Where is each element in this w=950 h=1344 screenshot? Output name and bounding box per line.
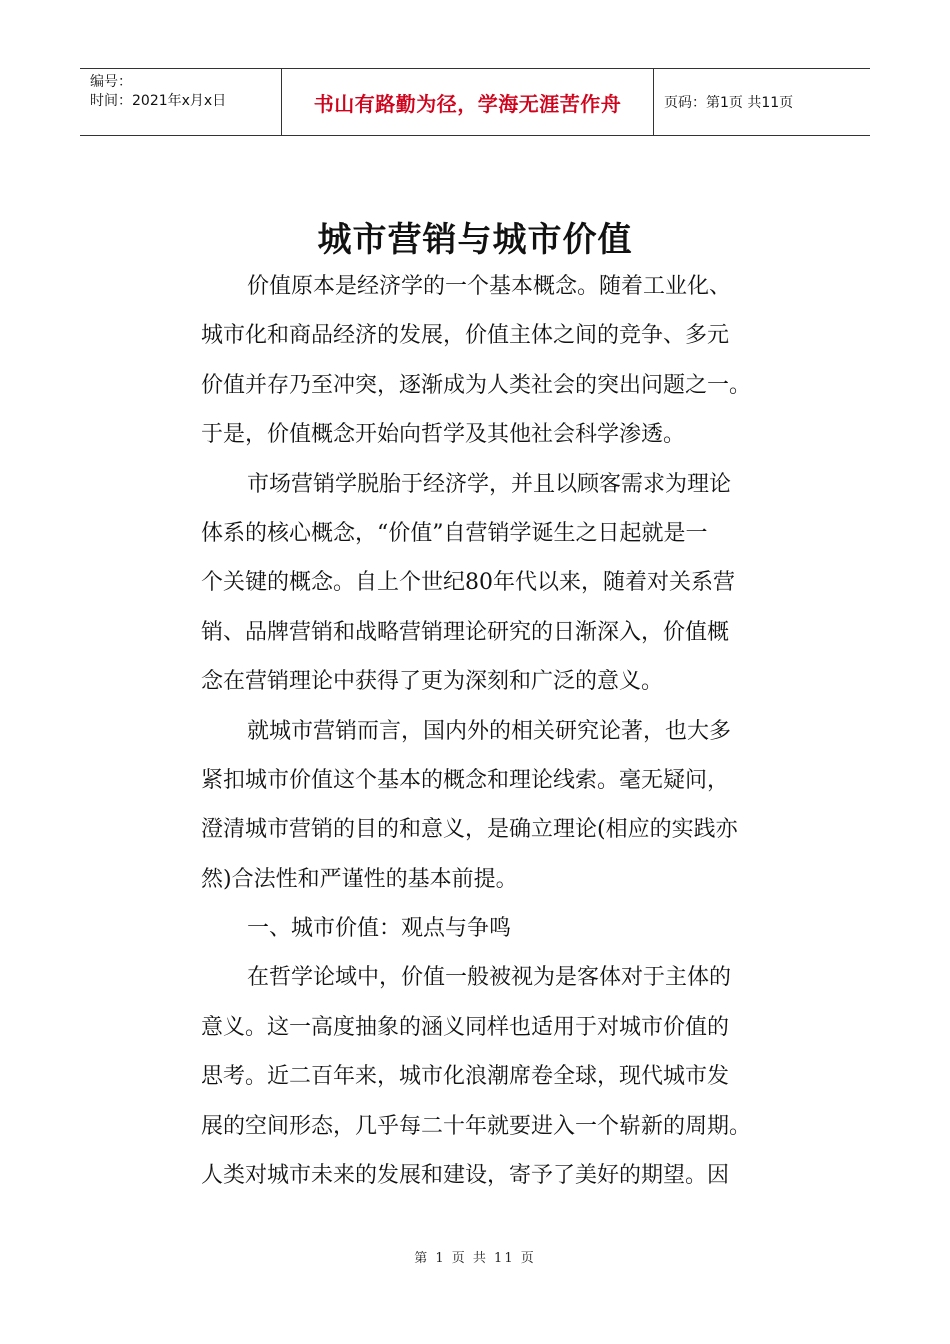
body-line: 个关键的概念。自上个世纪80年代以来，随着对关系营 — [201, 570, 735, 596]
document-time-label: 时间：2021年x月x日 — [90, 93, 227, 109]
body-line: 市场营销学脱胎于经济学，并且以顾客需求为理论 — [247, 471, 732, 497]
body-line: 就城市营销而言，国内外的相关研究论著，也大多 — [247, 718, 732, 744]
body-line: 人类对城市未来的发展和建设，寄予了美好的期望。因 — [201, 1163, 730, 1189]
body-line: 于是，价值概念开始向哲学及其他社会科学渗透。 — [201, 422, 686, 448]
section-heading: 一、城市价值：观点与争鸣 — [247, 916, 512, 942]
body-line: 展的空间形态，几乎每二十年就要进入一个崭新的周期。 — [201, 1113, 752, 1139]
body-line: 销、品牌营销和战略营销理论研究的日渐深入，价值概 — [201, 619, 730, 645]
body-line: 思考。近二百年来，城市化浪潮席卷全球，现代城市发 — [201, 1064, 730, 1090]
header-page-info: 页码：第1页 共11页 — [664, 95, 794, 111]
body-line: 紧扣城市价值这个基本的概念和理论线索。毫无疑问， — [201, 767, 730, 793]
body-line: 意义。这一高度抽象的涵义同样也适用于对城市价值的 — [201, 1014, 730, 1040]
body-line: 城市化和商品经济的发展，价值主体之间的竞争、多元 — [201, 323, 730, 349]
body-line: 澄清城市营销的目的和意义，是确立理论(相应的实践亦 — [201, 817, 738, 843]
document-title: 城市营销与城市价值 — [317, 220, 633, 260]
header-motto: 书山有路勤为径，学海无涯苦作舟 — [282, 69, 654, 135]
body-line: 然)合法性和严谨性的基本前提。 — [201, 866, 518, 892]
page-header — [80, 68, 870, 136]
body-line: 念在营销理论中获得了更为深刻和广泛的意义。 — [201, 669, 664, 695]
body-line: 体系的核心概念，“价值”自营销学诞生之日起就是一 — [201, 520, 708, 546]
body-line: 价值原本是经济学的一个基本概念。随着工业化、 — [247, 274, 732, 299]
document-number-label: 编号： — [90, 74, 132, 90]
page-footer: 第 1 页 共 11 页 — [414, 1251, 536, 1266]
header-meta — [80, 69, 282, 135]
document-body — [201, 262, 761, 1200]
body-line: 在哲学论域中，价值一般被视为是客体对于主体的 — [247, 965, 732, 991]
body-line: 价值并存乃至冲突，逐渐成为人类社会的突出问题之一。 — [201, 372, 752, 398]
